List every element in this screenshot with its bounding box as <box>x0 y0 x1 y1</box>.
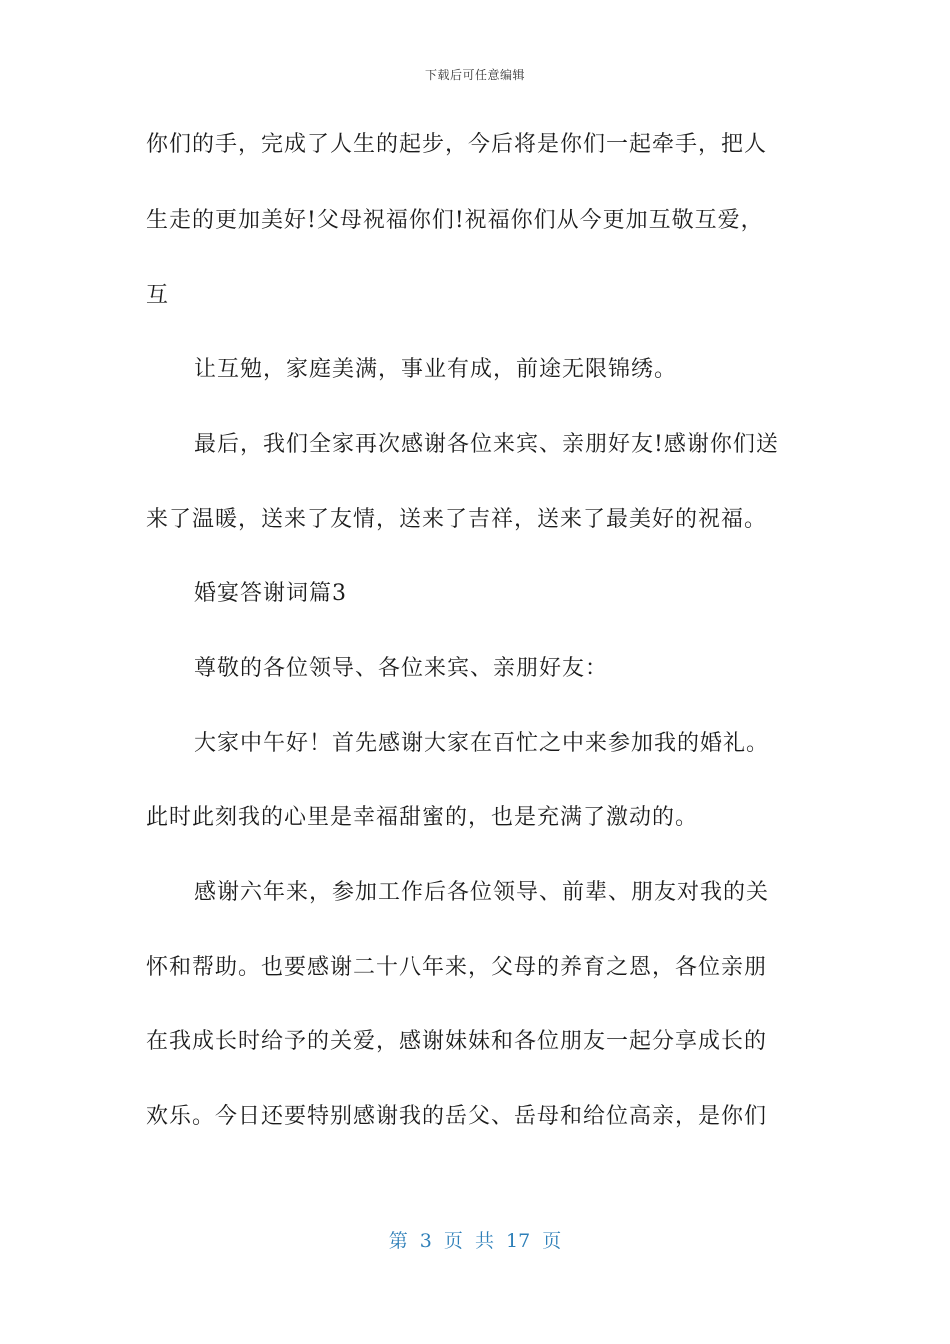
page-header: 下载后可任意编辑 <box>424 68 525 82</box>
text-line: 尊敬的各位领导、各位来宾、亲朋好友： <box>194 656 609 681</box>
text-line: 最后，我们全家再次感谢各位来宾、亲朋好友!感谢你们送 <box>194 432 779 457</box>
text-line: 生走的更加美好!父母祝福你们!祝福你们从今更加互敬互爱， <box>146 208 764 233</box>
text-line: 互 <box>146 283 170 308</box>
text-line: 怀和帮助。也要感谢二十八年来，父母的养育之恩，各位亲朋 <box>146 955 768 980</box>
text-line: 在我成长时给予的关爱，感谢妹妹和各位朋友一起分享成长的 <box>146 1029 768 1054</box>
text-line: 让互勉，家庭美满，事业有成，前途无限锦绣。 <box>194 357 678 382</box>
page-number-footer: 第 3 页 共 17 页 <box>388 1230 562 1252</box>
text-line: 大家中午好！首先感谢大家在百忙之中来参加我的婚礼。 <box>194 731 770 756</box>
text-line: 欢乐。今日还要特别感谢我的岳父、岳母和给位高亲，是你们 <box>146 1104 768 1129</box>
text-line: 你们的手，完成了人生的起步，今后将是你们一起牵手，把人 <box>146 132 768 157</box>
section-heading: 婚宴答谢词篇3 <box>194 581 347 606</box>
text-line: 此时此刻我的心里是幸福甜蜜的，也是充满了激动的。 <box>146 805 699 830</box>
text-line: 来了温暖，送来了友情，送来了吉祥，送来了最美好的祝福。 <box>146 507 768 532</box>
text-line: 感谢六年来，参加工作后各位领导、前辈、朋友对我的关 <box>194 880 770 905</box>
